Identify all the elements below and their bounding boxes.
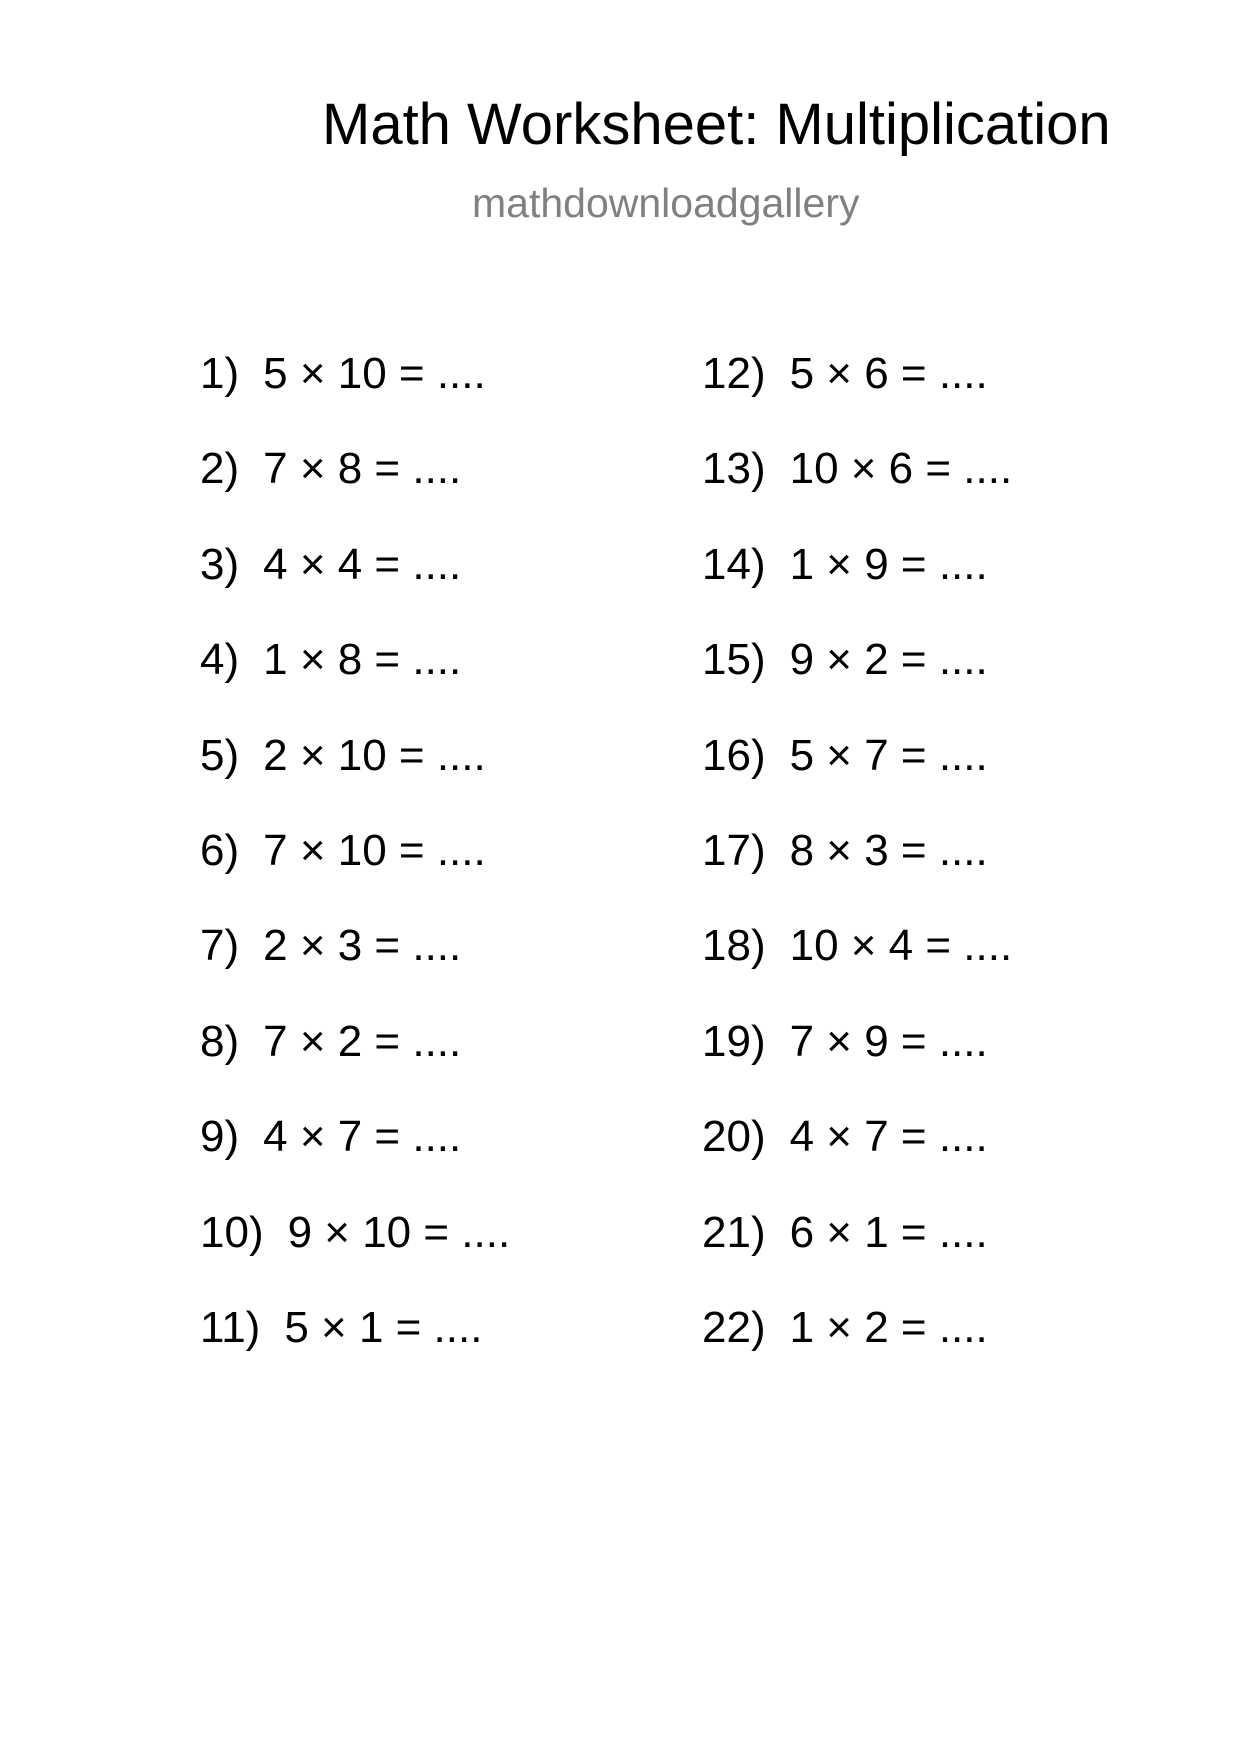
problem-column-right — [702, 349, 1013, 1401]
problem-item — [702, 825, 1012, 924]
problem-expression: 7 × 8 = .... — [263, 444, 462, 494]
problem-item — [702, 730, 1012, 829]
problem-item — [200, 349, 510, 447]
problem-expression: 9 × 10 = .... — [287, 1207, 511, 1257]
problem-number: 10) — [200, 1207, 264, 1257]
problem-number: 19) — [702, 1016, 766, 1066]
problem-expression: 7 × 9 = .... — [789, 1016, 988, 1066]
problem-item — [200, 921, 510, 1019]
problem-expression: 4 × 4 = .... — [263, 539, 462, 589]
problem-expression: 10 × 4 = .... — [789, 921, 1013, 971]
problem-item — [702, 921, 1013, 1019]
problem-expression: 5 × 1 = .... — [284, 1302, 483, 1352]
problem-number: 16) — [702, 730, 766, 780]
problem-number: 14) — [702, 539, 766, 589]
problem-item — [702, 349, 1012, 447]
problem-item — [702, 1112, 1012, 1210]
problem-number: 4) — [200, 635, 240, 685]
problem-number: 13) — [702, 444, 766, 494]
problem-number: 15) — [702, 635, 766, 685]
problem-item — [702, 1302, 1012, 1401]
problem-expression: 4 × 7 = .... — [789, 1112, 988, 1162]
problem-expression: 5 × 7 = .... — [789, 730, 988, 780]
problem-expression: 1 × 2 = .... — [789, 1302, 988, 1352]
problem-item — [702, 444, 1013, 542]
problem-number: 20) — [702, 1112, 766, 1162]
problem-column-left — [200, 349, 511, 1401]
problem-expression: 6 × 1 = .... — [789, 1207, 988, 1257]
problem-item — [200, 1112, 510, 1210]
problem-item — [200, 730, 510, 829]
problem-number: 21) — [702, 1207, 766, 1257]
problem-number: 5) — [200, 730, 240, 780]
problem-item — [200, 635, 510, 733]
problem-item — [200, 1016, 510, 1115]
problem-item — [200, 825, 510, 924]
problem-number: 1) — [200, 349, 240, 398]
problem-number: 2) — [200, 444, 240, 494]
problem-expression: 1 × 9 = .... — [789, 539, 988, 589]
problem-item — [702, 1207, 1012, 1306]
worksheet-title: Math Worksheet: Multiplication — [322, 92, 1111, 157]
problem-number: 18) — [702, 921, 766, 971]
problem-expression: 1 × 8 = .... — [263, 635, 462, 685]
problem-item — [200, 1302, 510, 1401]
problem-number: 17) — [702, 825, 766, 875]
problem-expression: 5 × 10 = .... — [263, 349, 486, 398]
problem-number: 12) — [702, 349, 766, 398]
problem-number: 8) — [200, 1016, 240, 1066]
problem-expression: 10 × 6 = .... — [789, 444, 1013, 494]
worksheet-subtitle: mathdownloadgallery — [472, 180, 860, 226]
problem-expression: 9 × 2 = .... — [789, 635, 988, 685]
problem-number: 3) — [200, 539, 240, 589]
problem-expression: 7 × 2 = .... — [263, 1016, 462, 1066]
problem-item — [702, 635, 1012, 733]
problem-number: 6) — [200, 825, 240, 875]
problem-expression: 7 × 10 = .... — [263, 825, 486, 875]
problem-number: 22) — [702, 1302, 766, 1352]
problem-number: 9) — [200, 1112, 240, 1162]
problem-number: 11) — [200, 1302, 261, 1352]
problem-expression: 2 × 3 = .... — [263, 921, 462, 971]
problem-item — [702, 1016, 1012, 1115]
problem-number: 7) — [200, 921, 240, 971]
problem-expression: 5 × 6 = .... — [789, 349, 988, 398]
problem-item — [200, 539, 510, 638]
problem-expression: 4 × 7 = .... — [263, 1112, 462, 1162]
problem-expression: 8 × 3 = .... — [789, 825, 988, 875]
problem-item — [702, 539, 1012, 638]
problem-item — [200, 1207, 511, 1306]
problem-expression: 2 × 10 = .... — [263, 730, 486, 780]
problem-item — [200, 444, 510, 542]
